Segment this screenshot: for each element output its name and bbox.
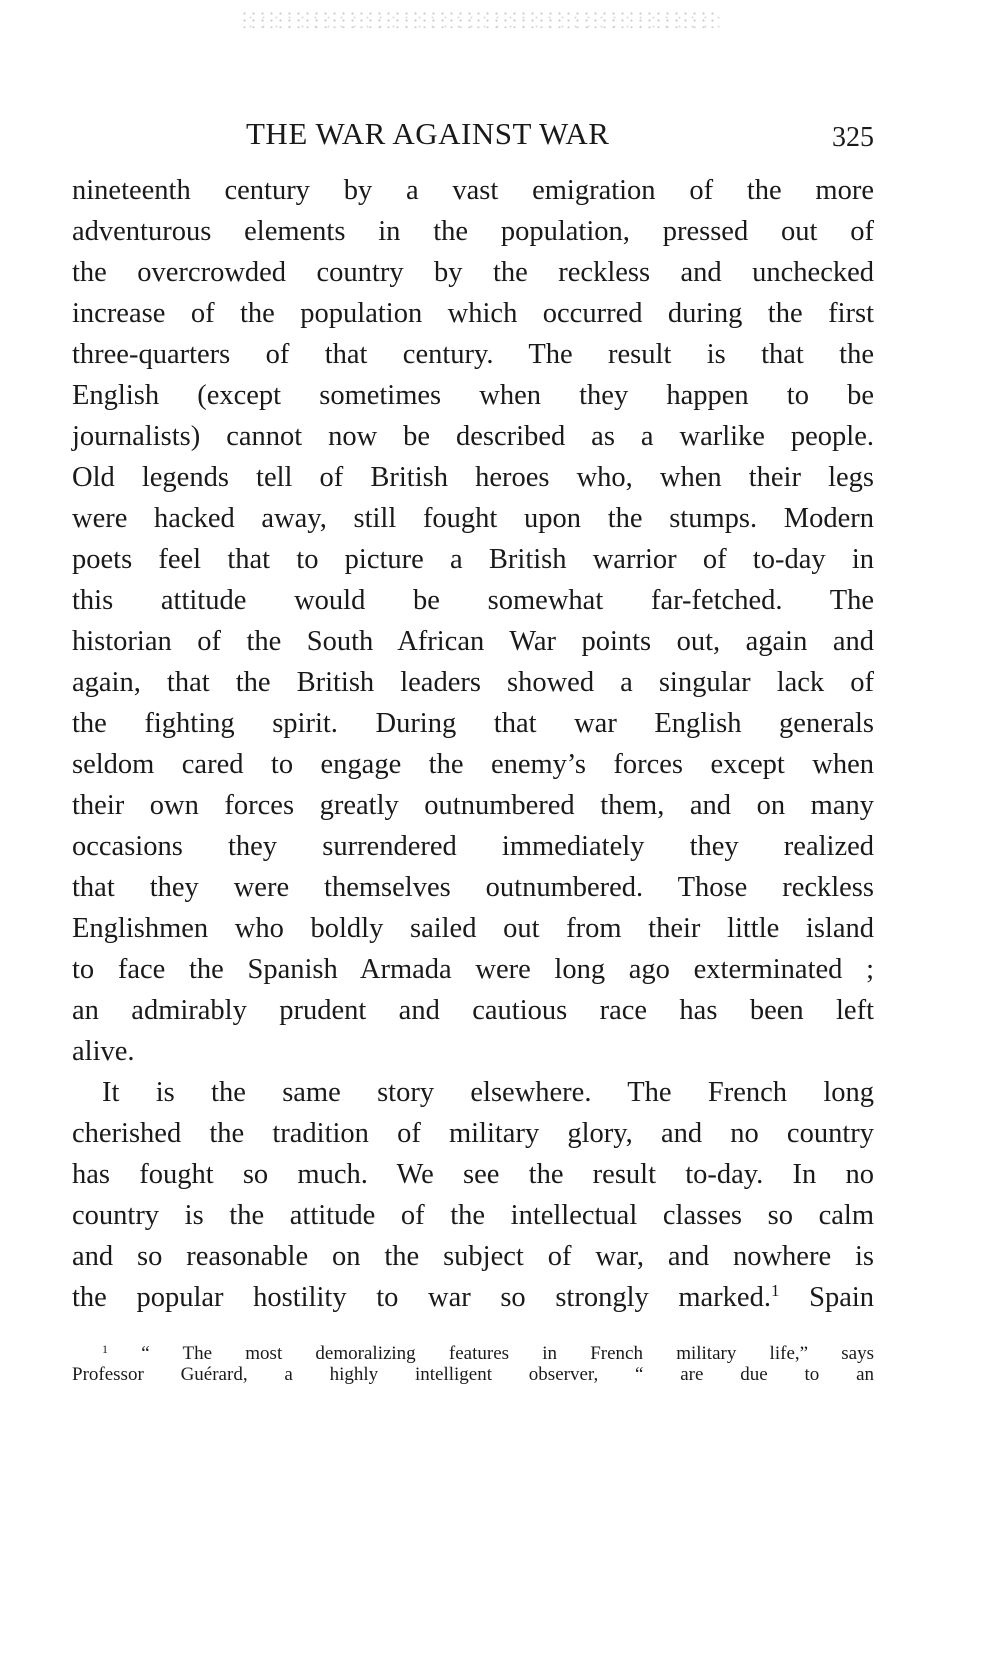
text-line: historian of the South African War points out, again and	[72, 626, 874, 657]
footnote-reference: 1	[770, 1281, 780, 1300]
text-line: to face the Spanish Armada were long ago exterminated ;	[72, 954, 874, 985]
footnote	[72, 1336, 874, 1388]
text-line: this attitude would be somewhat far-fetched. The	[72, 585, 874, 616]
text-line: that they were themselves outnumbered. Those reckless	[72, 872, 874, 903]
text-line: poets feel that to picture a British warrior of to-day in	[72, 544, 874, 575]
text-line: were hacked away, still fought upon the stumps. Modern	[72, 503, 874, 534]
text-run: the popular hostility to war so strongly marked.	[72, 1282, 771, 1313]
text-line: nineteenth century by a vast emigration of the more	[72, 175, 874, 206]
text-line: three-quarters of that century. The result is that the	[72, 339, 874, 370]
text-line: Englishmen who boldly sailed out from their little island	[72, 913, 874, 944]
text-line: the fighting spirit. During that war English generals	[72, 708, 874, 739]
body-text	[72, 170, 874, 1318]
text-line: cherished the tradition of military glory, and no country	[72, 1118, 874, 1149]
text-line: increase of the population which occurred during the first	[72, 298, 874, 329]
paragraph-1	[72, 170, 874, 1072]
scan-speckle	[240, 10, 720, 28]
footnote-marker: 1	[102, 1342, 108, 1356]
text-line: English (except sometimes when they happen to be	[72, 380, 874, 411]
text-line: Old legends tell of British heroes who, when their legs	[72, 462, 874, 493]
page-number: 325	[832, 122, 874, 153]
text-line-with-footnote-ref	[72, 1277, 874, 1318]
text-line: their own forces greatly outnumbered them, and on many	[72, 790, 874, 821]
footnote-line: Professor Guérard, a highly intelligent observer, “ are due to an	[72, 1364, 874, 1385]
footnote-line	[72, 1336, 874, 1362]
text-line: occasions they surrendered immediately they realized	[72, 831, 874, 862]
text-line: an admirably prudent and cautious race has been left	[72, 995, 874, 1026]
text-line: and so reasonable on the subject of war, and nowhere is	[72, 1241, 874, 1272]
text-line: the overcrowded country by the reckless and unchecked	[72, 257, 874, 288]
text-line: country is the attitude of the intellectual classes so calm	[72, 1200, 874, 1231]
text-line: again, that the British leaders showed a singular lack of	[72, 667, 874, 698]
text-line: journalists) cannot now be described as a warlike people.	[72, 421, 874, 452]
footnote-text: “ The most demoralizing features in French military life,” says	[141, 1343, 874, 1364]
text-run: Spain	[809, 1282, 875, 1313]
text-line: adventurous elements in the population, pressed out of	[72, 216, 874, 247]
text-line: alive.	[72, 1036, 135, 1067]
paragraph-2	[72, 1072, 874, 1318]
text-line: seldom cared to engage the enemy’s forces except when	[72, 749, 874, 780]
running-title: THE WAR AGAINST WAR	[246, 116, 610, 151]
text-line: It is the same story elsewhere. The French long	[102, 1077, 874, 1108]
running-head	[72, 112, 874, 158]
text-line: has fought so much. We see the result to-day. In no	[72, 1159, 874, 1190]
